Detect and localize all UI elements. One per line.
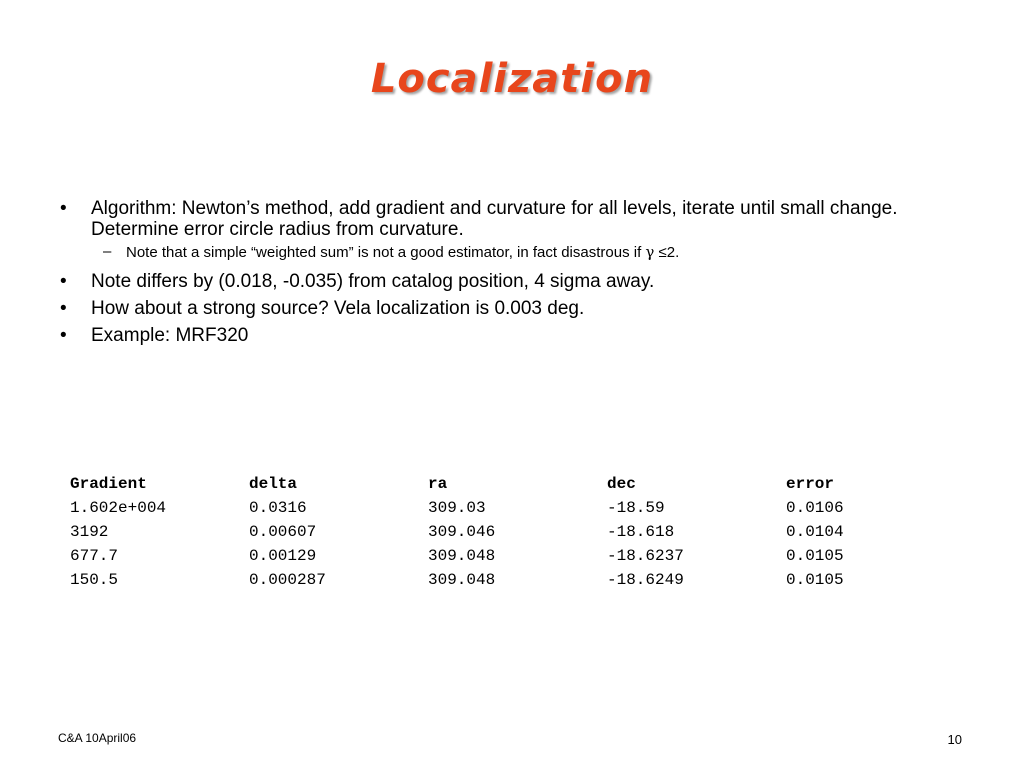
bullet-list bbox=[60, 198, 940, 352]
column-header-dec: dec bbox=[607, 475, 636, 493]
table-cell: 3192 bbox=[70, 523, 109, 541]
sub-bullet-text: Note that a simple “weighted sum” is not a good estimator, in fact disastrous if bbox=[126, 244, 646, 261]
table-row bbox=[70, 496, 965, 520]
table-cell: -18.6237 bbox=[607, 547, 684, 565]
column-header-ra: ra bbox=[428, 475, 448, 493]
table-cell: 309.03 bbox=[428, 499, 486, 517]
table-cell: 0.0105 bbox=[786, 571, 844, 589]
bullet-marker: • bbox=[60, 271, 67, 292]
gamma-symbol: γ bbox=[645, 243, 655, 261]
bullet-item bbox=[60, 325, 940, 346]
bullet-text: How about a strong source? Vela localization is 0.003 deg. bbox=[91, 298, 585, 319]
table-cell: 0.00129 bbox=[249, 547, 317, 565]
footer-date-label: C&A 10April06 bbox=[58, 731, 137, 745]
table-cell: -18.6249 bbox=[607, 571, 684, 589]
table-cell: -18.59 bbox=[607, 499, 665, 517]
table-cell: -18.618 bbox=[607, 523, 675, 541]
bullet-marker: • bbox=[60, 298, 67, 319]
table-row bbox=[70, 568, 965, 592]
bullet-marker: • bbox=[60, 198, 67, 219]
bullet-marker: • bbox=[60, 325, 67, 346]
bullet-item bbox=[60, 298, 940, 319]
table-row bbox=[70, 544, 965, 568]
table-cell: 309.048 bbox=[428, 547, 496, 565]
slide-title: Localization bbox=[370, 56, 654, 102]
bullet-text: Note differs by (0.018, -0.035) from catalog position, 4 sigma away. bbox=[91, 271, 655, 292]
sub-bullet-item bbox=[60, 243, 940, 262]
results-table bbox=[70, 472, 965, 592]
table-cell: 1.602e+004 bbox=[70, 499, 167, 517]
table-cell: 0.0105 bbox=[786, 547, 844, 565]
table-cell: 0.000287 bbox=[249, 571, 326, 589]
table-cell: 309.048 bbox=[428, 571, 496, 589]
table-row bbox=[70, 520, 965, 544]
bullet-text: Algorithm: Newton’s method, add gradient and curvature for all levels, iterate until small change. Determine error circle radius from curvature. bbox=[91, 198, 898, 240]
table-cell: 677.7 bbox=[70, 547, 119, 565]
sub-bullet-text-end: ≤2. bbox=[654, 244, 680, 261]
column-header-gradient: Gradient bbox=[70, 475, 147, 493]
column-header-error: error bbox=[786, 475, 835, 493]
table-header-row bbox=[70, 472, 965, 496]
column-header-delta: delta bbox=[249, 475, 298, 493]
bullet-item bbox=[60, 198, 940, 240]
bullet-item bbox=[60, 271, 940, 292]
page-number: 10 bbox=[947, 732, 962, 747]
table-cell: 0.0104 bbox=[786, 523, 844, 541]
table-cell: 0.0106 bbox=[786, 499, 844, 517]
sub-bullet-marker: – bbox=[103, 243, 112, 260]
table-cell: 0.00607 bbox=[249, 523, 317, 541]
table-cell: 0.0316 bbox=[249, 499, 307, 517]
bullet-text: Example: MRF320 bbox=[91, 325, 249, 346]
table-cell: 150.5 bbox=[70, 571, 119, 589]
table-cell: 309.046 bbox=[428, 523, 496, 541]
